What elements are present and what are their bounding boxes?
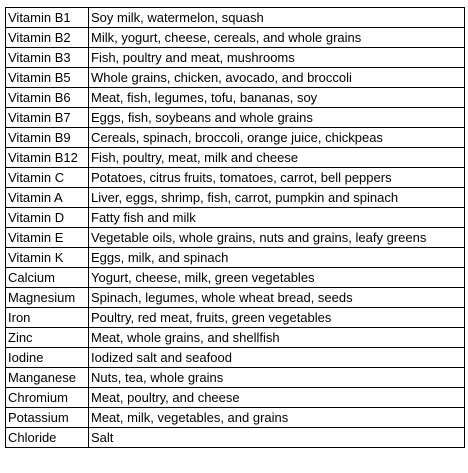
food-sources-cell: Milk, yogurt, cheese, cereals, and whole grains — [89, 28, 465, 48]
table-row — [6, 388, 465, 408]
nutrient-cell: Vitamin D — [6, 208, 89, 228]
food-sources-cell: Iodized salt and seafood — [89, 348, 465, 368]
table-row — [6, 368, 465, 388]
table-row — [6, 308, 465, 328]
food-sources-cell: Poultry, red meat, fruits, green vegetables — [89, 308, 465, 328]
food-sources-cell: Meat, milk, vegetables, and grains — [89, 408, 465, 428]
food-sources-cell: Vegetable oils, whole grains, nuts and grains, leafy greens — [89, 228, 465, 248]
table-row — [6, 348, 465, 368]
table-row — [6, 228, 465, 248]
nutrient-sources-table — [5, 7, 465, 448]
nutrient-cell: Vitamin B7 — [6, 108, 89, 128]
table-row — [6, 128, 465, 148]
nutrient-cell: Vitamin E — [6, 228, 89, 248]
food-sources-cell: Potatoes, citrus fruits, tomatoes, carrot, bell peppers — [89, 168, 465, 188]
table-row — [6, 28, 465, 48]
nutrient-cell: Vitamin A — [6, 188, 89, 208]
table-row — [6, 48, 465, 68]
nutrient-cell: Potassium — [6, 408, 89, 428]
nutrient-cell: Vitamin B6 — [6, 88, 89, 108]
nutrient-cell: Manganese — [6, 368, 89, 388]
food-sources-cell: Meat, whole grains, and shellfish — [89, 328, 465, 348]
table-row — [6, 148, 465, 168]
table-row — [6, 88, 465, 108]
table-row — [6, 108, 465, 128]
food-sources-cell: Yogurt, cheese, milk, green vegetables — [89, 268, 465, 288]
nutrient-cell: Chromium — [6, 388, 89, 408]
food-sources-cell: Fatty fish and milk — [89, 208, 465, 228]
food-sources-cell: Spinach, legumes, whole wheat bread, seeds — [89, 288, 465, 308]
food-sources-cell: Nuts, tea, whole grains — [89, 368, 465, 388]
nutrient-cell: Iron — [6, 308, 89, 328]
food-sources-cell: Cereals, spinach, broccoli, orange juice, chickpeas — [89, 128, 465, 148]
nutrient-cell: Iodine — [6, 348, 89, 368]
table-row — [6, 408, 465, 428]
table-row — [6, 208, 465, 228]
table-row — [6, 268, 465, 288]
nutrient-cell: Vitamin B2 — [6, 28, 89, 48]
food-sources-cell: Meat, fish, legumes, tofu, bananas, soy — [89, 88, 465, 108]
food-sources-cell: Fish, poultry, meat, milk and cheese — [89, 148, 465, 168]
food-sources-cell: Salt — [89, 428, 465, 448]
food-sources-cell: Eggs, fish, soybeans and whole grains — [89, 108, 465, 128]
nutrient-cell: Vitamin B1 — [6, 8, 89, 28]
nutrient-cell: Vitamin B9 — [6, 128, 89, 148]
table-row — [6, 248, 465, 268]
table-row — [6, 288, 465, 308]
nutrient-cell: Zinc — [6, 328, 89, 348]
nutrient-cell: Vitamin B5 — [6, 68, 89, 88]
food-sources-cell: Fish, poultry and meat, mushrooms — [89, 48, 465, 68]
nutrient-cell: Vitamin C — [6, 168, 89, 188]
food-sources-cell: Meat, poultry, and cheese — [89, 388, 465, 408]
nutrient-cell: Vitamin K — [6, 248, 89, 268]
food-sources-cell: Soy milk, watermelon, squash — [89, 8, 465, 28]
table-row — [6, 428, 465, 448]
table-row — [6, 8, 465, 28]
food-sources-cell: Whole grains, chicken, avocado, and broccoli — [89, 68, 465, 88]
food-sources-cell: Liver, eggs, shrimp, fish, carrot, pumpkin and spinach — [89, 188, 465, 208]
nutrient-cell: Magnesium — [6, 288, 89, 308]
table-row — [6, 188, 465, 208]
food-sources-cell: Eggs, milk, and spinach — [89, 248, 465, 268]
nutrient-cell: Calcium — [6, 268, 89, 288]
nutrient-cell: Chloride — [6, 428, 89, 448]
table-row — [6, 328, 465, 348]
table-row — [6, 168, 465, 188]
nutrient-cell: Vitamin B12 — [6, 148, 89, 168]
nutrient-cell: Vitamin B3 — [6, 48, 89, 68]
table-row — [6, 68, 465, 88]
